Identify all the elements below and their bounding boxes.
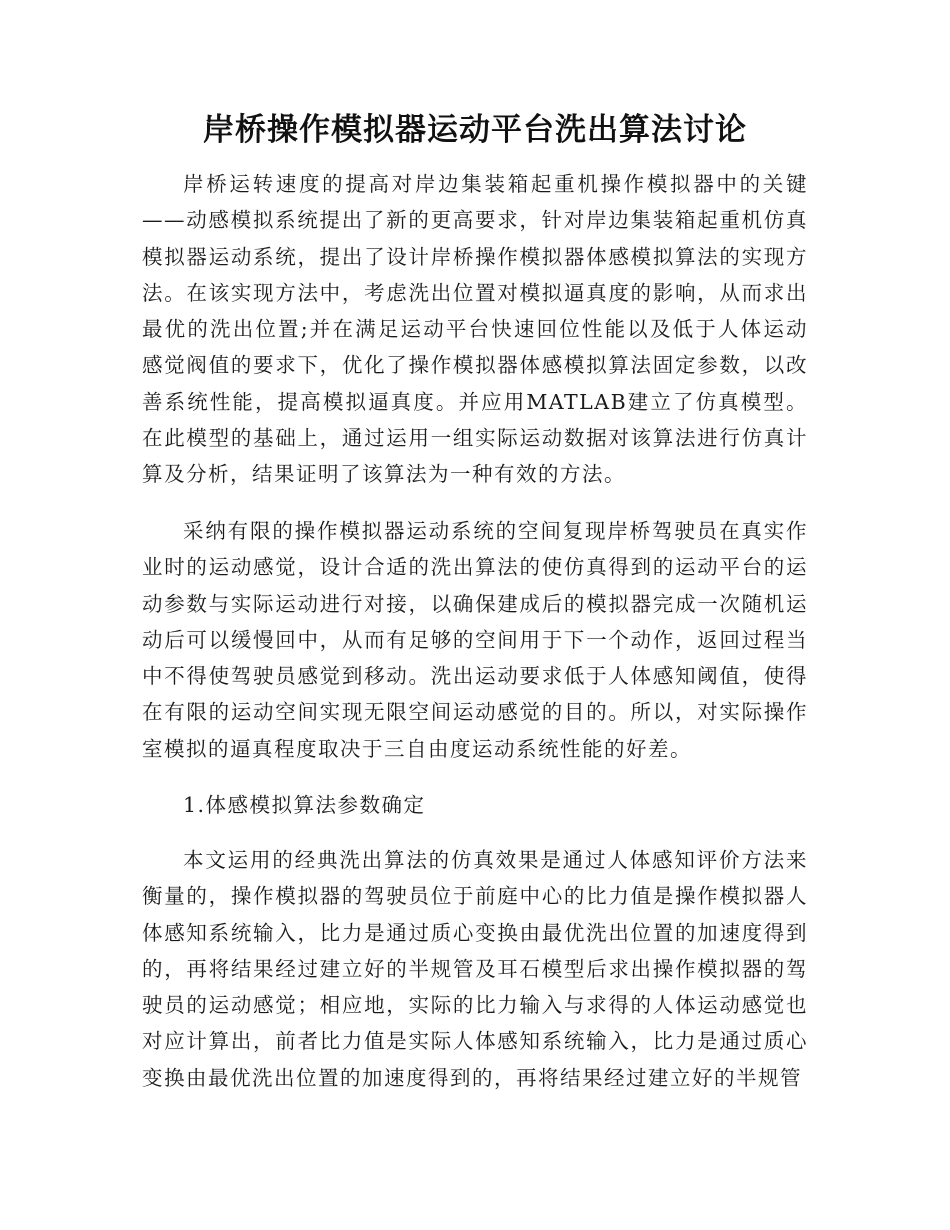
paragraph-introduction: 采纳有限的操作模拟器运动系统的空间复现岸桥驾驶员在真实作业时的运动感觉，设计合适的洗出算法的使仿真得到的运动平台的运动参数与实际运动进行对接，以确保建成后的模拟器完成一次随机运动后可以缓慢回中，从而有足够的空间用于下一个动作，返回过程当中不得使驾驶员感觉到移动。洗出运动要求低于人体感知阈值，使得在有限的运动空间实现无限空间运动感觉的目的。所以，对实际操作室模拟的逼真程度取决于三自由度运动系统性能的好差。 <box>142 519 808 761</box>
paragraph-abstract: 岸桥运转速度的提高对岸边集装箱起重机操作模拟器中的关键——动感模拟系统提出了新的更高要求，针对岸边集装箱起重机仿真模拟器运动系统，提出了设计岸桥操作模拟器体感模拟算法的实现方法。在该实现方法中，考虑洗出位置对模拟逼真度的影响，从而求出最优的洗出位置;并在满足运动平台快速回位性能以及低于人体运动感觉阀值的要求下，优化了操作模拟器体感模拟算法固定参数，以改善系统性能，提高模拟逼真度。并应用MATLAB建立了仿真模型。在此模型的基础上，通过运用一组实际运动数据对该算法进行仿真计算及分析，结果证明了该算法为一种有效的方法。 <box>142 172 808 487</box>
section-heading: 1.体感模拟算法参数确定 <box>183 793 426 817</box>
paragraph-section-body: 本文运用的经典洗出算法的仿真效果是通过人体感知评价方法来衡量的，操作模拟器的驾驶员位于前庭中心的比力值是操作模拟器人体感知系统输入，比力是通过质心变换由最优洗出位置的加速度得到的，再将结果经过建立好的半规管及耳石模型后求出操作模拟器的驾驶员的运动感觉；相应地，实际的比力输入与求得的人体运动感觉也对应计算出，前者比力值是实际人体感知系统输入，比力是通过质心变换由最优洗出位置的加速度得到的，再将结果经过建立好的半规管 <box>142 848 808 1090</box>
document-title: 岸桥操作模拟器运动平台洗出算法讨论 <box>203 112 747 148</box>
